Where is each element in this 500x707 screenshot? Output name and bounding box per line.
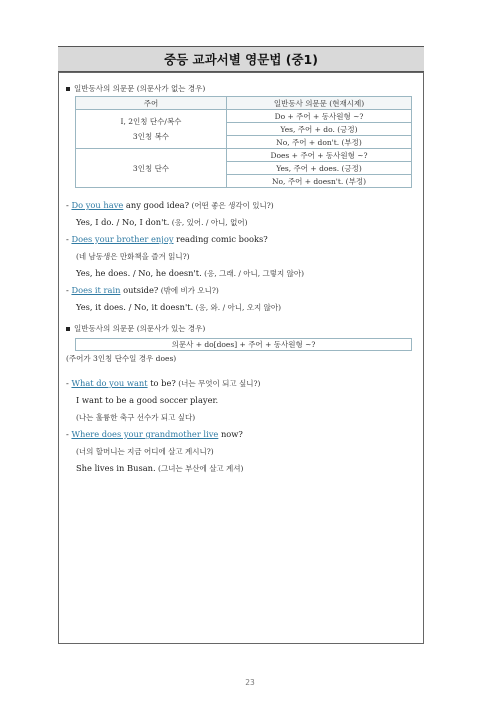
english-text: Yes, he does. / No, he doesn't. [76, 268, 202, 278]
example-line [76, 251, 190, 262]
dash-marker: - [66, 200, 72, 210]
table-cell: Does + 주어 + 동사원형 ~? [227, 149, 412, 162]
table-header-subject: 주어 [76, 97, 227, 110]
korean-translation: (어떤 좋은 생각이 있니?) [189, 201, 274, 210]
table-cell: Yes, 주어 + does. (긍정) [227, 162, 412, 175]
table-header-row [76, 97, 412, 110]
korean-translation: (너는 무엇이 되고 싶니?) [175, 379, 261, 388]
english-text: any good idea? [123, 200, 190, 210]
table-row [76, 149, 412, 162]
english-text: She lives in Busan. [76, 463, 156, 473]
korean-translation: (응, 그래. / 아니, 그렇지 않아) [201, 269, 305, 278]
english-text: I want to be a good soccer player. [76, 395, 219, 405]
highlight-phrase: What do you want [71, 378, 148, 388]
highlight-phrase: Do you have [71, 200, 124, 210]
table-header-form: 일반동사 의문문 (현재시제) [227, 97, 412, 110]
highlight-phrase: Does it rain [71, 285, 121, 295]
english-text: reading comic books? [173, 234, 268, 244]
korean-translation: (응, 있어. / 아니, 없어) [169, 218, 248, 227]
section-heading-2-text: 일반동사의 의문문 (의문사가 있는 경우) [74, 324, 206, 333]
grammar-table [75, 96, 412, 188]
table-cell-subject-group2: 3인칭 단수 [76, 149, 227, 188]
korean-translation: (너의 할머니는 지금 어디에 살고 계시니?) [76, 447, 214, 456]
example-line [66, 200, 274, 211]
example-line [76, 302, 281, 313]
example-line [76, 217, 248, 228]
example-line [76, 463, 243, 474]
group1-subject-line1: I, 2인칭 단수/복수 [120, 117, 182, 126]
korean-translation: (네 남동생은 만화책을 즐겨 읽니?) [76, 252, 190, 261]
example-line [66, 378, 260, 389]
example-line [76, 395, 218, 405]
table-cell: No, 주어 + don't. (부정) [227, 136, 412, 149]
example-line [66, 234, 268, 244]
english-text: Yes, I do. / No, I don't. [76, 217, 170, 227]
dash-marker: - [66, 378, 72, 388]
korean-translation: (그녀는 부산에 살고 계셔) [155, 464, 244, 473]
example-line [66, 429, 243, 439]
pattern-note [66, 353, 176, 364]
dash-marker: - [66, 429, 72, 439]
bullet-square-icon [66, 87, 70, 91]
table-cell: Yes, 주어 + do. (긍정) [227, 123, 412, 136]
korean-translation: (밖에 비가 오니?) [158, 286, 219, 295]
english-text: now? [218, 429, 243, 439]
dash-marker: - [66, 234, 72, 244]
example-line [76, 412, 195, 423]
bullet-square-icon [66, 327, 70, 331]
pattern-note-text: (주어가 3인칭 단수일 경우 does) [66, 354, 177, 363]
section-heading-2 [66, 323, 205, 334]
pattern-text: 의문사 + do[does] + 주어 + 동사원형 ~? [171, 340, 316, 349]
table-row [76, 110, 412, 123]
korean-translation: (응, 와. / 아니, 오지 않아) [193, 303, 282, 312]
korean-translation: (나는 훌륭한 축구 선수가 되고 싶다) [76, 413, 196, 422]
pattern-box [75, 338, 412, 351]
example-line [76, 446, 214, 457]
page-title-text: 중등 교과서별 영문법 (중1) [164, 52, 318, 67]
table-cell: Do + 주어 + 동사원형 ~? [227, 110, 412, 123]
highlight-phrase: Does your brother enjoy [71, 234, 174, 244]
example-line [66, 285, 219, 296]
section-heading-1 [66, 83, 205, 94]
table-cell-subject-group1 [76, 110, 227, 149]
dash-marker: - [66, 285, 72, 295]
section-heading-1-text: 일반동사의 의문문 (의문사가 없는 경우) [74, 84, 206, 93]
english-text: Yes, it does. / No, it doesn't. [76, 302, 194, 312]
page-number: 23 [245, 678, 255, 687]
group1-subject-line2: 3인칭 복수 [132, 132, 170, 141]
highlight-phrase: Where does your grandmother live [71, 429, 219, 439]
english-text: to be? [147, 378, 176, 388]
example-line [76, 268, 304, 279]
english-text: outside? [120, 285, 159, 295]
table-cell: No, 주어 + doesn't. (부정) [227, 175, 412, 188]
page-title [58, 46, 424, 72]
